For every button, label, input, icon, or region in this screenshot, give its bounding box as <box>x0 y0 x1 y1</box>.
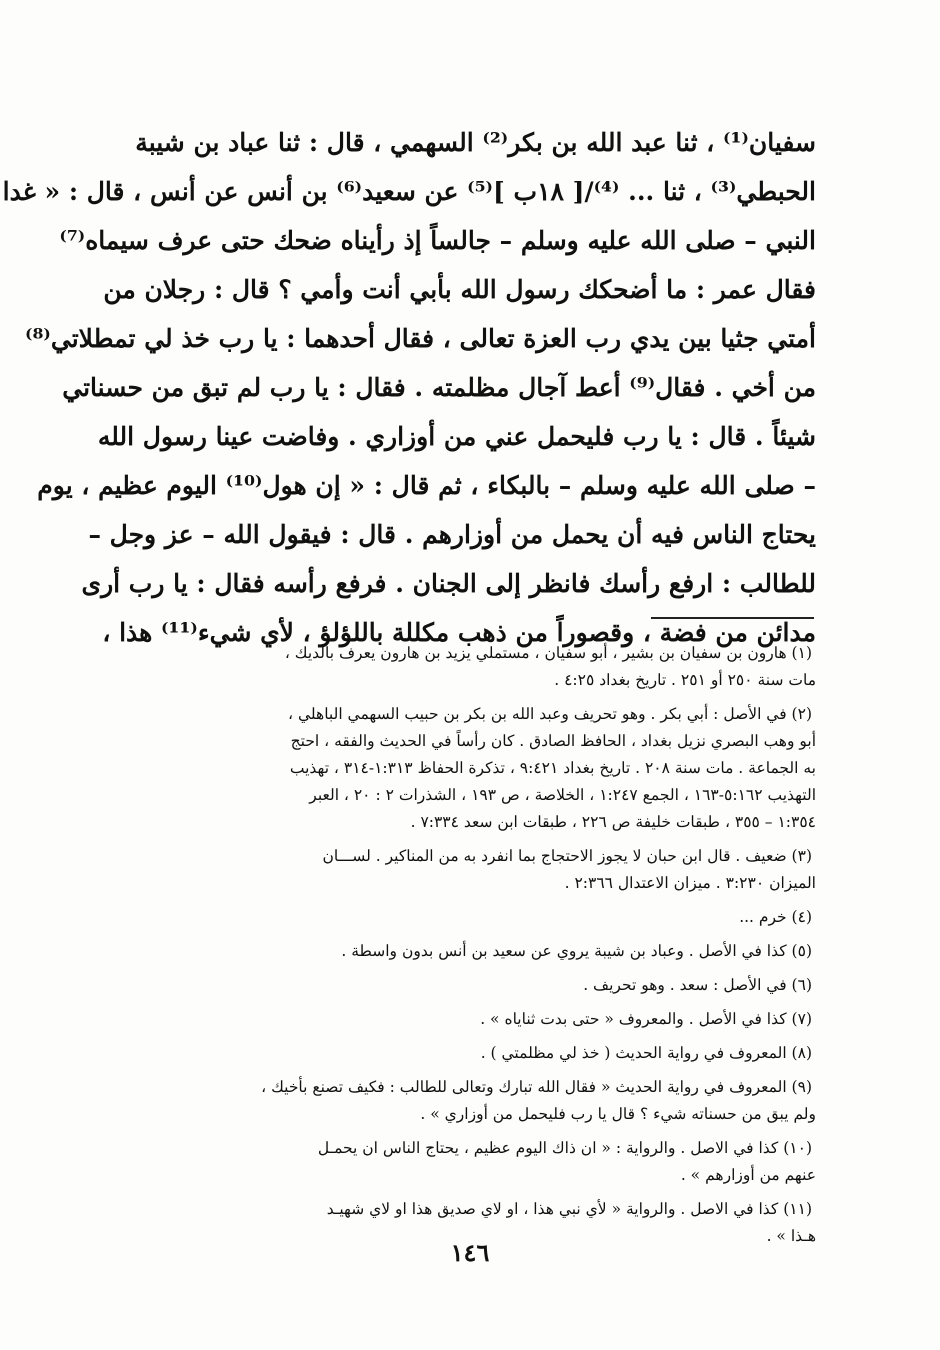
footnote <box>72 640 816 694</box>
footnote-line: (٤) خرم ... <box>739 908 812 926</box>
text-line: من أخي . فقال⁽⁹⁾ أعط آجال مظلمته . فقال : يا رب لم تبق من حسناتي <box>62 373 816 402</box>
footnote-line: الميزان ٣:٢٣٠ . ميزان الاعتدال ٢:٣٦٦ . <box>564 874 816 892</box>
footnote-line: (٣) ضعيف . قال ابن حبان لا يجوز الاحتجاج بما انفرد به من المناكير . لســـان <box>322 847 812 865</box>
footnote-line: (٦) في الأصل : سعد . وهو تحريف . <box>583 976 812 994</box>
footnote <box>72 1040 816 1067</box>
text-line: مدائن من فضة ، وقصوراً من ذهب مكللة باللؤلؤ ، لأي شيء⁽¹¹⁾ هذا ، <box>102 618 816 647</box>
main-text <box>2 118 816 657</box>
text-line: فقال عمر : ما أضحكك رسول الله بأبي أنت وأمي ؟ قال : رجلان من <box>103 275 816 304</box>
footnote-line: (٩) المعروف في رواية الحديث « فقال الله تبارك وتعالى للطالب : فكيف تصنع بأخيك ، <box>261 1078 812 1096</box>
footnote <box>72 843 816 897</box>
footnotes <box>72 640 816 1257</box>
footnote-line: (١١) كذا في الاصل . والرواية « لأي نبي هذا ، او لاي صديق هذا او لاي شهيـد <box>326 1200 812 1218</box>
footnote-line: مات سنة ٢٥٠ أو ٢٥١ . تاريخ بغداد ٤:٢٥ . <box>554 671 816 689</box>
footnote-line: هـذا » . <box>766 1227 816 1245</box>
text-line: للطالب : ارفع رأسك فانظر إلى الجنان . فرفع رأسه فقال : يا رب أرى <box>81 569 816 598</box>
text-line: النبي – صلى الله عليه وسلم – جالساً إذ رأيناه ضحك حتى عرف سيماه⁽⁷⁾ <box>59 226 816 255</box>
footnote-line: (٢) في الأصل : أبي بكر . وهو تحريف وعبد الله بن بكر بن حبيب السهمي الباهلي ، <box>288 705 812 723</box>
footnote-line: (١) هارون بن سفيان بن بشير ، أبو سفيان ، مستملي يزيد بن هارون يعرف بالديك ، <box>284 644 812 662</box>
footnote-line: التهذيب ٥:١٦٢-١٦٣ ، الجمع ١:٢٤٧ ، الخلاصة ، ص ١٩٣ ، الشذرات ٢ : ٢٠ ، العبر <box>309 786 816 804</box>
footnote <box>72 1074 816 1128</box>
footnote <box>72 972 816 999</box>
text-line: يحتاج الناس فيه أن يحمل من أوزارهم . قال : فيقول الله – عز وجل – <box>88 520 816 549</box>
footnote-line: به الجماعة . مات سنة ٢٠٨ . تاريخ بغداد ٩:٤٢١ ، تذكرة الحفاظ ١:٣١٣-٣١٤ ، تهذيب <box>289 759 816 777</box>
footnote <box>72 904 816 931</box>
footnote-line: (٧) كذا في الأصل . والمعروف « حتى بدت ثناياه » . <box>480 1010 812 1028</box>
page-number: ١٤٦ <box>450 1238 490 1267</box>
footnote-line: أبو وهب البصري نزيل بغداد ، الحافظ الصادق . كان رأساً في الحديث والفقه ، احتج <box>290 732 816 750</box>
text-line: شيئاً . قال : يا رب فليحمل عني من أوزاري . وفاضت عينا رسول الله <box>97 422 816 451</box>
footnote <box>72 1006 816 1033</box>
text-line: – صلى الله عليه وسلم – بالبكاء ، ثم قال : « إن هول⁽¹⁰⁾ اليوم عظيم ، يوم <box>37 471 816 500</box>
footnote-line: ولم يبق من حسناته شيء ؟ قال يا رب فليحمل من أوزاري » . <box>420 1105 816 1123</box>
footnote-separator <box>651 617 814 619</box>
footnote <box>72 701 816 836</box>
footnote-line: (١٠) كذا في الاصل . والرواية : « ان ذاك اليوم عظيم ، يحتاج الناس ان يحمـل <box>317 1139 812 1157</box>
footnote <box>72 1135 816 1189</box>
footnote-line: (٥) كذا في الأصل . وعباد بن شيبة يروي عن سعيد بن أنس بدون واسطة . <box>341 942 812 960</box>
footnote-line: ١:٣٥٤ – ٣٥٥ ، طبقات خليفة ص ٢٢٦ ، طبقات ابن سعد ٧:٣٣٤ . <box>410 813 816 831</box>
text-line: سفيان⁽¹⁾ ، ثنا عبد الله بن بكر⁽²⁾ السهمي ، قال : ثنا عباد بن شيبة <box>135 128 816 157</box>
footnote-line: عنهم من أوزارهم » . <box>680 1166 816 1184</box>
text-line: أمتي جثيا بين يدي رب العزة تعالى ، فقال أحدهما : يا رب خذ لي تمطلاتي⁽⁸⁾ <box>25 324 816 353</box>
footnote <box>72 938 816 965</box>
footnote-line: (٨) المعروف في رواية الحديث ( خذ لي مظلمتي ) . <box>480 1044 812 1062</box>
text-line: الحبطي⁽³⁾ ، ثنا ... ⁽⁴⁾/[ ١٨ب ]⁽⁵⁾ عن سعيد⁽⁶⁾ بن أنس عن أنس ، قال : « غدا <box>2 177 816 206</box>
